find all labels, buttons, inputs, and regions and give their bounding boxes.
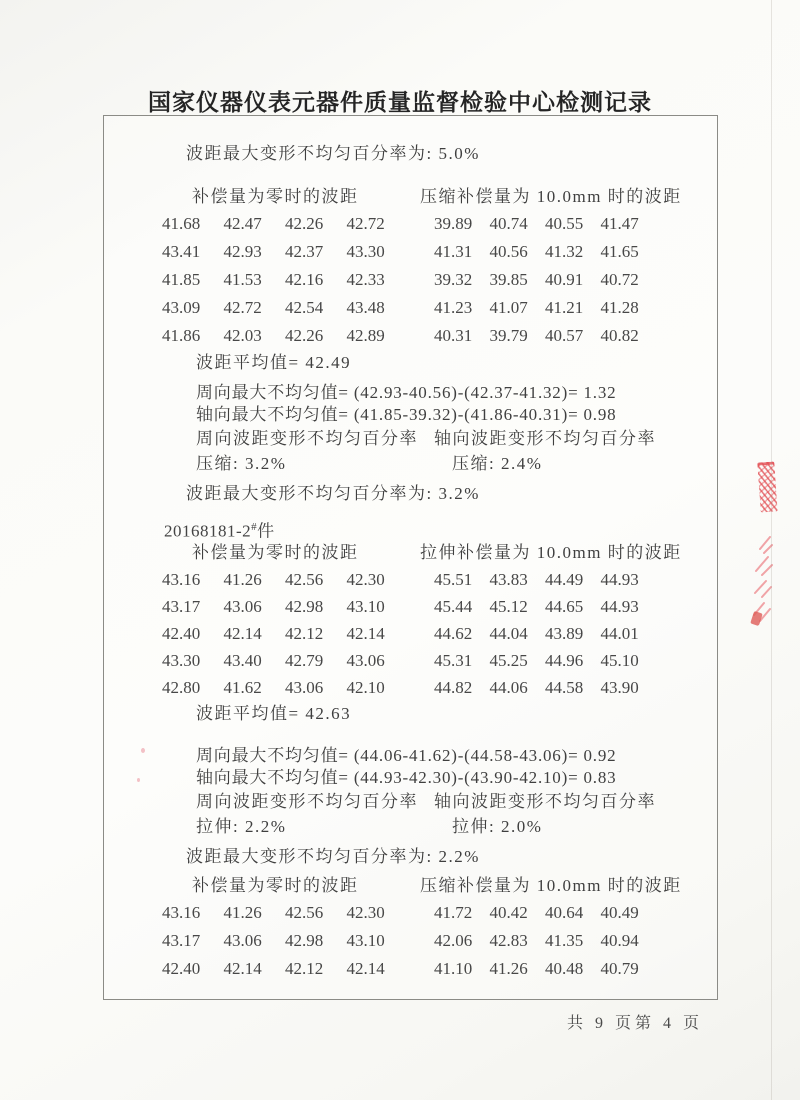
left-row-values: 43.16 41.26 42.56 42.30	[162, 903, 385, 922]
right-table-header: 拉伸补偿量为 10.0mm 时的波距	[420, 543, 682, 562]
measurement-block-stretch	[162, 540, 717, 869]
max-deform-summary-5pct: 波距最大变形不均匀百分率为: 5.0%	[186, 144, 480, 163]
left-row-values: 42.80 41.62 43.06 42.10	[162, 678, 385, 697]
axial-max-unevenness: 轴向最大不均匀值= (44.93-42.30)-(43.90-42.10)= 0.83	[196, 768, 617, 787]
right-table-header: 压缩补偿量为 10.0mm 时的波距	[420, 187, 682, 206]
scan-edge-line	[771, 0, 772, 1100]
record-content	[104, 116, 717, 983]
scan-artifact	[141, 748, 145, 753]
left-row-values: 43.16 41.26 42.56 42.30	[162, 570, 385, 589]
table-headers	[162, 540, 717, 566]
percentage-labels	[162, 426, 717, 451]
left-row-values: 43.41 42.93 42.37 43.30	[162, 242, 385, 261]
table-row	[162, 266, 717, 294]
table-headers	[162, 184, 717, 210]
red-seal-fragment-icon	[757, 461, 777, 512]
percentage-values	[162, 451, 717, 476]
sample-id: 20168181-2	[164, 521, 252, 541]
table-row	[162, 294, 717, 322]
right-row-values: 45.31 45.25 44.96 45.10	[434, 651, 639, 670]
average-wave-distance: 波距平均值= 42.49	[196, 353, 352, 372]
sample-id-superscript: #	[251, 521, 258, 533]
average-wave-distance: 波距平均值= 42.63	[196, 704, 352, 723]
left-row-values: 41.85 41.53 42.16 42.33	[162, 270, 385, 289]
max-deform-summary: 波距最大变形不均匀百分率为: 2.2%	[186, 847, 480, 866]
left-row-values: 43.30 43.40 42.79 43.06	[162, 651, 385, 670]
right-table-header: 压缩补偿量为 10.0mm 时的波距	[420, 876, 682, 895]
page-number: 共 9 页第 4 页	[566, 1015, 703, 1032]
left-row-values: 41.86 42.03 42.26 42.89	[162, 326, 385, 345]
axial-pct-value: 拉伸: 2.0%	[452, 817, 543, 836]
axial-pct-label: 轴向波距变形不均匀百分率	[434, 792, 656, 811]
right-row-values: 40.31 39.79 40.57 40.82	[434, 326, 639, 345]
circumferential-pct-value: 压缩: 3.2%	[196, 454, 287, 473]
right-row-values: 39.89 40.74 40.55 41.47	[434, 214, 639, 233]
right-row-values: 45.51 43.83 44.49 44.93	[434, 570, 639, 589]
table-row	[162, 238, 717, 266]
right-row-values: 41.10 41.26 40.48 40.79	[434, 959, 639, 978]
circumferential-max-unevenness: 周向最大不均匀值= (44.06-41.62)-(44.58-43.06)= 0.92	[196, 746, 617, 765]
table-row	[162, 674, 717, 701]
left-row-values: 42.40 42.14 42.12 42.14	[162, 624, 385, 643]
axial-max-unevenness: 轴向最大不均匀值= (41.85-39.32)-(41.86-40.31)= 0.98	[196, 405, 617, 424]
circumferential-pct-label: 周向波距变形不均匀百分率	[196, 792, 418, 811]
axial-pct-value: 压缩: 2.4%	[452, 454, 543, 473]
measurement-block-compression-2	[162, 873, 717, 983]
table-row	[162, 899, 717, 927]
measurement-block-compression-1	[162, 184, 717, 506]
percentage-values	[162, 814, 717, 839]
left-row-values: 42.40 42.14 42.12 42.14	[162, 959, 385, 978]
circumferential-pct-label: 周向波距变形不均匀百分率	[196, 429, 418, 448]
left-row-values: 41.68 42.47 42.26 42.72	[162, 214, 385, 233]
table-row	[162, 955, 717, 983]
left-table-header: 补偿量为零时的波距	[192, 543, 359, 562]
table-row	[162, 620, 717, 647]
circumferential-max-unevenness: 周向最大不均匀值= (42.93-40.56)-(42.37-41.32)= 1.32	[196, 383, 617, 402]
scan-artifact	[137, 778, 140, 782]
table-headers	[162, 873, 717, 899]
table-row	[162, 593, 717, 620]
left-table-header: 补偿量为零时的波距	[192, 187, 359, 206]
right-row-values: 39.32 39.85 40.91 40.72	[434, 270, 639, 289]
right-row-values: 44.62 44.04 43.89 44.01	[434, 624, 639, 643]
percentage-labels	[162, 789, 717, 814]
left-row-values: 43.17 43.06 42.98 43.10	[162, 931, 385, 950]
sample-id-heading	[162, 514, 717, 540]
record-border-box	[103, 115, 718, 1000]
table-row	[162, 210, 717, 238]
table-row	[162, 566, 717, 593]
page-title: 国家仪器仪表元器件质量监督检验中心检测记录	[148, 90, 652, 115]
max-deform-summary: 波距最大变形不均匀百分率为: 3.2%	[186, 484, 480, 503]
left-table-header: 补偿量为零时的波距	[192, 876, 359, 895]
circumferential-pct-value: 拉伸: 2.2%	[196, 817, 287, 836]
axial-pct-label: 轴向波距变形不均匀百分率	[434, 429, 656, 448]
right-row-values: 41.23 41.07 41.21 41.28	[434, 298, 639, 317]
right-row-values: 45.44 45.12 44.65 44.93	[434, 597, 639, 616]
left-row-values: 43.17 43.06 42.98 43.10	[162, 597, 385, 616]
table-row	[162, 927, 717, 955]
right-row-values: 41.31 40.56 41.32 41.65	[434, 242, 639, 261]
table-row	[162, 322, 717, 350]
sample-id-suffix: 件	[257, 521, 275, 541]
right-row-values: 44.82 44.06 44.58 43.90	[434, 678, 639, 697]
table-row	[162, 647, 717, 674]
left-row-values: 43.09 42.72 42.54 43.48	[162, 298, 385, 317]
right-row-values: 41.72 40.42 40.64 40.49	[434, 903, 639, 922]
right-row-values: 42.06 42.83 41.35 40.94	[434, 931, 639, 950]
